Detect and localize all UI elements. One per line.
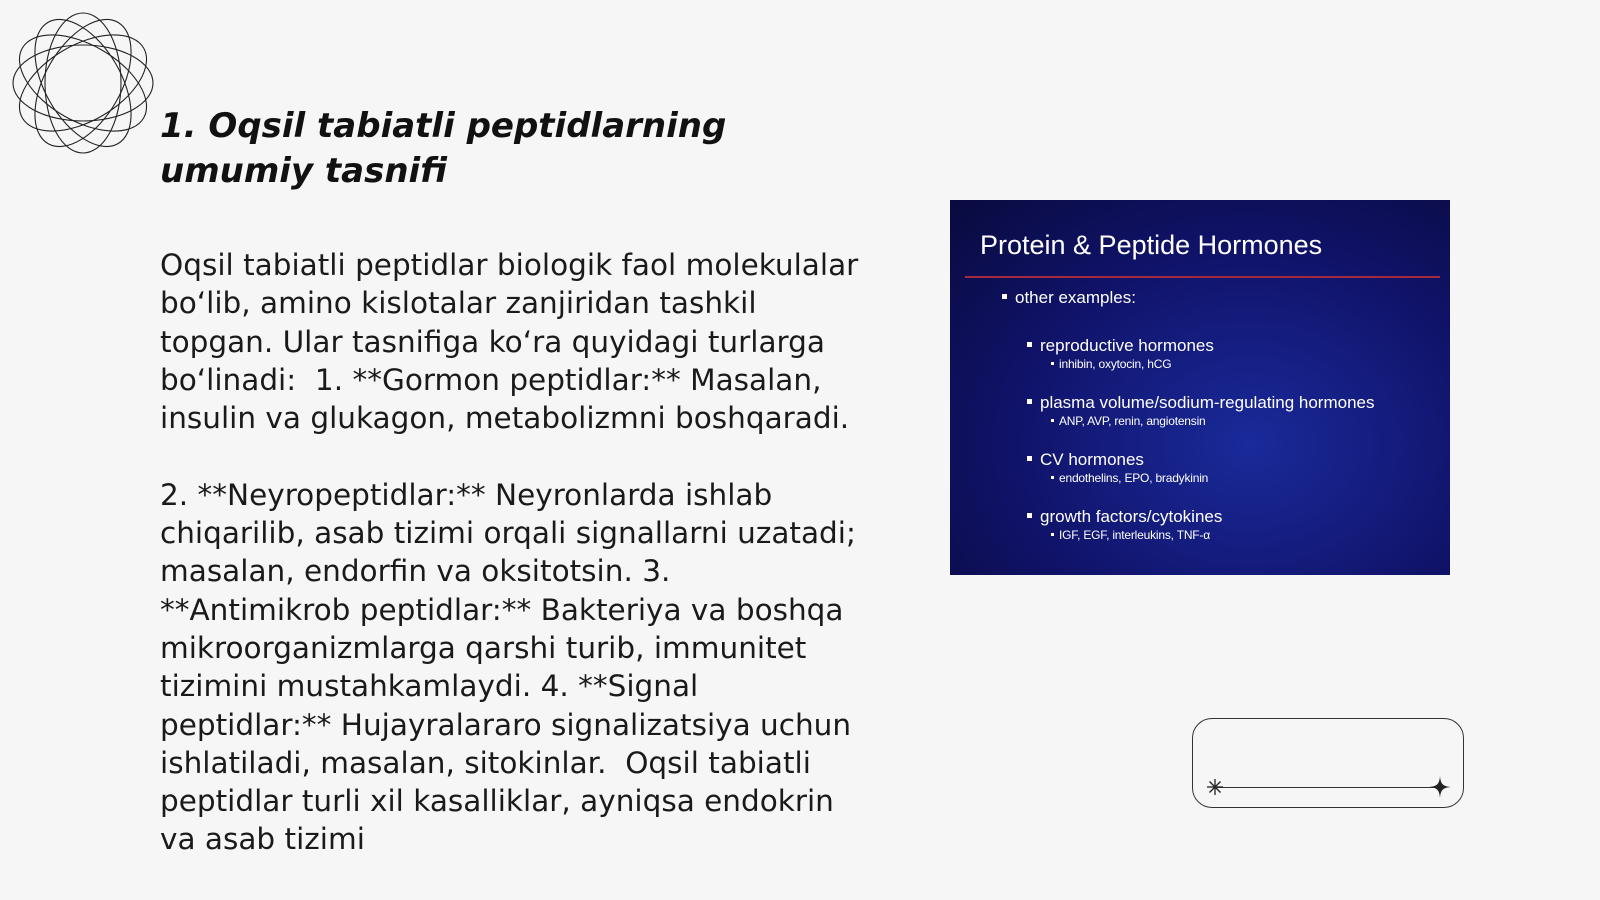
bullet-icon [1002,294,1007,299]
sub-bullet-icon [1051,476,1054,479]
bullet-icon [1027,456,1032,461]
orbit-rings-icon [8,8,158,158]
hormone-group-label: plasma volume/sodium-regulating hormones [1040,393,1375,412]
hormone-group-label: reproductive hormones [1040,336,1214,355]
slide-title: 1. Oqsil tabiatli peptidlarning umumiy tasnifi [160,106,727,191]
sub-bullet-icon [1051,362,1054,365]
hormone-group [1027,392,1375,428]
bullet-icon [1027,342,1032,347]
hormone-group-examples: endothelins, EPO, bradykinin [1059,471,1209,485]
sub-bullet-icon [1051,419,1054,422]
hormone-group-examples: ANP, AVP, renin, angiotensin [1059,414,1206,428]
decorative-rounded-box [1192,718,1464,808]
decorative-line [1216,787,1440,788]
hormone-group-examples: inhibin, oxytocin, hCG [1059,357,1172,371]
image-divider [965,276,1440,278]
hormone-group-examples: IGF, EGF, interleukins, TNF-α [1059,528,1210,542]
hormone-group [1027,449,1208,485]
star-icon [1428,775,1452,799]
sparkle-icon [1206,778,1224,796]
image-intro-label: other examples: [1015,288,1136,307]
bullet-icon [1027,399,1032,404]
hormone-group-label: growth factors/cytokines [1040,507,1223,526]
hormone-group-label: CV hormones [1040,450,1144,469]
hormone-group [1027,335,1214,371]
image-intro-item [1002,288,1136,308]
slide-body-text: Oqsil tabiatli peptidlar biologik faol molekulalar bo‘lib, amino kislotalar zanjiridan tashkil topgan. Ular tasnifiga ko‘ra quyidagi turlarga bo‘linadi: 1. **Gormon peptidlar:** Masalan, insulin va glukagon, metabolizmni boshqaradi. 2. **Neyropeptidlar:** Neyronlarda ishlab chiqarilib, asab tizimi orqali signallarni uzatadi; masalan, endorfin va oksitotsin. 3. **Antimikrob peptidlar:** Bakteriya va boshqa mikroorganizmlarga qarshi turib, immunitet tizimini mustahkamlaydi. 4. **Signal peptidlar:** Hujayralararo signalizatsiya uchun ishlatiladi, masalan, sitokinlar. Oqsil tabiatli peptidlar turli xil kasalliklar, ayniqsa endokrin va asab tizimi [160,248,859,857]
bullet-icon [1027,513,1032,518]
sub-bullet-icon [1051,533,1054,536]
hormones-slide-image [950,200,1450,575]
image-title: Protein & Peptide Hormones [980,230,1323,260]
hormone-group [1027,506,1222,542]
